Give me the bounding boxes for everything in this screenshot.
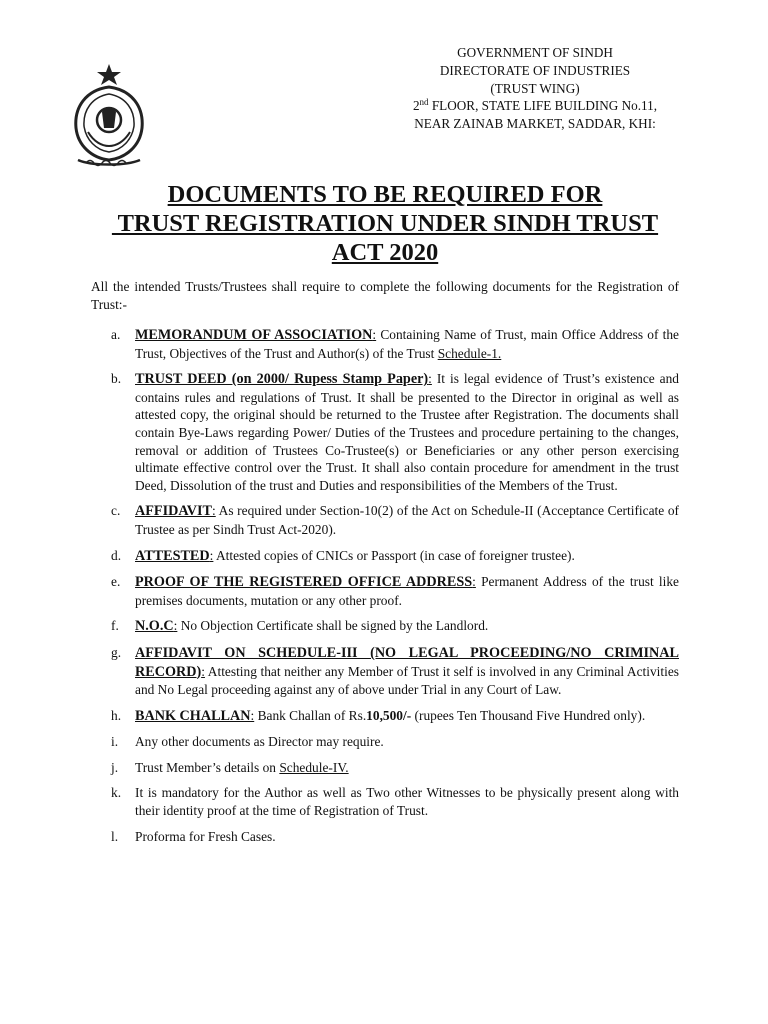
item-separator: :: [428, 371, 432, 387]
floor-suffix: nd: [419, 97, 429, 108]
item-heading: AFFIDAVIT: [135, 503, 212, 520]
item-text: Proforma for Fresh Cases.: [135, 828, 276, 844]
government-seal-logo: [66, 62, 152, 168]
item-separator: :: [212, 503, 216, 519]
item-letter: d.: [111, 547, 122, 563]
item-letter: c.: [111, 503, 121, 519]
item-separator: :: [250, 707, 255, 723]
list-item-e: [91, 573, 679, 609]
item-letter: j.: [111, 759, 119, 775]
item-text: As required under Section-10(2) of the Act on Schedule-II (Acceptance Certificate of Trustee as per Sindh Trust Act-2020).: [135, 503, 679, 537]
item-letter: i.: [111, 734, 119, 750]
item-text: Trust Member’s details on: [135, 759, 280, 775]
item-letter: h.: [111, 707, 122, 723]
list-item-k: [91, 784, 679, 819]
floor-number: 2: [412, 98, 420, 114]
item-heading: BANK CHALLAN: [135, 707, 251, 724]
item-letter: l.: [111, 828, 119, 844]
item-text: It is legal evidence of Trust’s existence and contains rules and regulations of Trust. It shall be presented to the Director in original as well as attested copy, the original should be returned to the Trustee after Registration. The documents shall contain Bye-Laws regarding Power/ Duties of the Trustees and procedure pertaining to the changes, removal or addition of Trustees Co-Trustee(s) or Beneficiaries or any other person exercising ultimate effective control over the Trust. It shall also contain procedure for amendment in the trust Deed, Dissolution of the trust and Duties and responsibilities of the Members of the Trust.: [135, 371, 679, 493]
item-separator: :: [209, 547, 214, 563]
item-separator: :: [472, 574, 476, 590]
item-separator: :: [201, 663, 205, 679]
item-heading: TRUST DEED (on 2000/ Rupess Stamp Paper): [135, 371, 429, 388]
item-letter: a.: [111, 327, 121, 342]
item-text: It is mandatory for the Author as well as Two other Witnesses to be physically present along with their identity proof at the time of Registration of Trust.: [135, 785, 679, 819]
header-line-5: NEAR ZAINAB MARKET, SADDAR, KHI:: [414, 116, 656, 132]
item-text: Any other documents as Director may require.: [135, 734, 384, 750]
item-separator: :: [372, 327, 377, 342]
item-letter: f.: [111, 618, 119, 634]
item-text: Attested copies of CNICs or Passport (in case of foreigner trustee).: [213, 547, 575, 563]
item-text-before: Bank Challan of Rs.: [254, 707, 367, 723]
item-heading: AFFIDAVIT ON SCHEDULE-III (NO LEGAL PROCEEDING/NO CRIMINAL RECORD): [135, 644, 679, 680]
item-heading: N.O.C: [135, 618, 174, 635]
header-line-1: GOVERNMENT OF SINDH: [457, 45, 613, 60]
list-item-i: [91, 733, 679, 751]
document-title: [70, 180, 700, 267]
item-heading: PROOF OF THE REGISTERED OFFICE ADDRESS: [135, 574, 473, 591]
list-item-j: [91, 759, 679, 777]
intro-paragraph: All the intended Trusts/Trustees shall require to complete the following documents for the Registration of Trust:-: [91, 279, 679, 312]
header-line-3: (TRUST WING): [490, 80, 580, 96]
header-line-4: [360, 97, 710, 115]
list-item-d: [91, 547, 679, 566]
item-text: Containing Name of Trust, main Office Address of the Trust, Objectives of the Trust and Author(s) of the Trust: [135, 327, 679, 361]
list-item-h: [91, 707, 679, 726]
item-letter: b.: [111, 371, 122, 387]
item-separator: :: [173, 618, 178, 634]
item-letter: k.: [111, 785, 122, 801]
item-heading: ATTESTED: [135, 547, 210, 564]
item-heading: MEMORANDUM OF ASSOCIATION: [135, 327, 373, 343]
required-documents-list: [91, 326, 679, 853]
item-text: Permanent Address of the trust like premises documents, mutation or any other proof.: [135, 574, 679, 608]
title-line-3: ACT 2020: [331, 239, 439, 266]
schedule-4-link: Schedule-IV.: [279, 759, 349, 775]
item-text: Attesting that neither any Member of Trust it self is involved in any Criminal Activities and No Legal proceeding against any of above under Trial in any Court of Law.: [135, 663, 679, 698]
header-line-2: DIRECTORATE OF INDUSTRIES: [439, 62, 631, 78]
list-item-b: [91, 370, 679, 494]
header-line-4-rest: FLOOR, STATE LIFE BUILDING No.11,: [428, 98, 658, 114]
list-item-c: [91, 502, 679, 538]
office-header: [360, 44, 710, 133]
title-line-1: DOCUMENTS TO BE REQUIRED FOR: [167, 181, 603, 208]
item-text: No Objection Certificate shall be signed by the Landlord.: [177, 618, 489, 634]
list-item-a: [91, 326, 679, 362]
item-text-after: (rupees Ten Thousand Five Hundred only).: [411, 707, 646, 723]
list-item-f: [91, 617, 679, 636]
title-line-2: TRUST REGISTRATION UNDER SINDH TRUST: [111, 210, 659, 237]
schedule-1-link: Schedule-1.: [437, 345, 502, 361]
list-item-l: [91, 828, 679, 846]
item-letter: e.: [111, 574, 121, 590]
item-letter: g.: [111, 644, 122, 660]
list-item-g: [91, 644, 679, 699]
challan-amount: 10,500/-: [366, 707, 412, 723]
